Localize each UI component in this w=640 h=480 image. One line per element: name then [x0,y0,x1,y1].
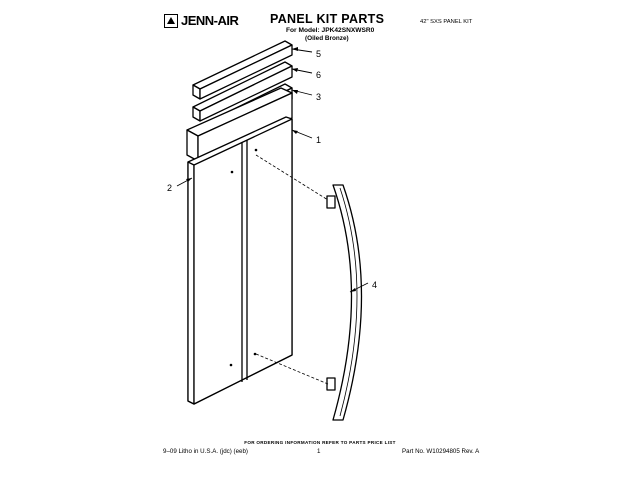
model-number: For Model: JPK42SNXWSR0 [286,27,375,34]
litho-line: 9–09 Litho in U.S.A. (jdc) (eeb) [163,448,248,455]
ordering-note: FOR ORDERING INFORMATION REFER TO PARTS PRICE LIST [244,440,396,445]
brand-name: JENN-AIR [181,13,239,28]
callout-2: 2 [167,183,173,193]
panel-part-2 [188,117,292,404]
callout-1: 1 [316,135,322,145]
callout-3: 3 [316,92,322,102]
finish-label: (Oiled Bronze) [305,35,349,42]
part-number: Part No. W10294805 Rev. A [402,448,480,455]
callout-4: 4 [372,280,378,290]
callout-6: 6 [316,70,322,80]
page-title: PANEL KIT PARTS [270,12,385,26]
handle-part-4 [327,185,362,420]
kit-label: 42" SXS PANEL KIT [420,19,473,25]
callout-5: 5 [316,49,322,59]
page-number: 1 [317,448,321,455]
